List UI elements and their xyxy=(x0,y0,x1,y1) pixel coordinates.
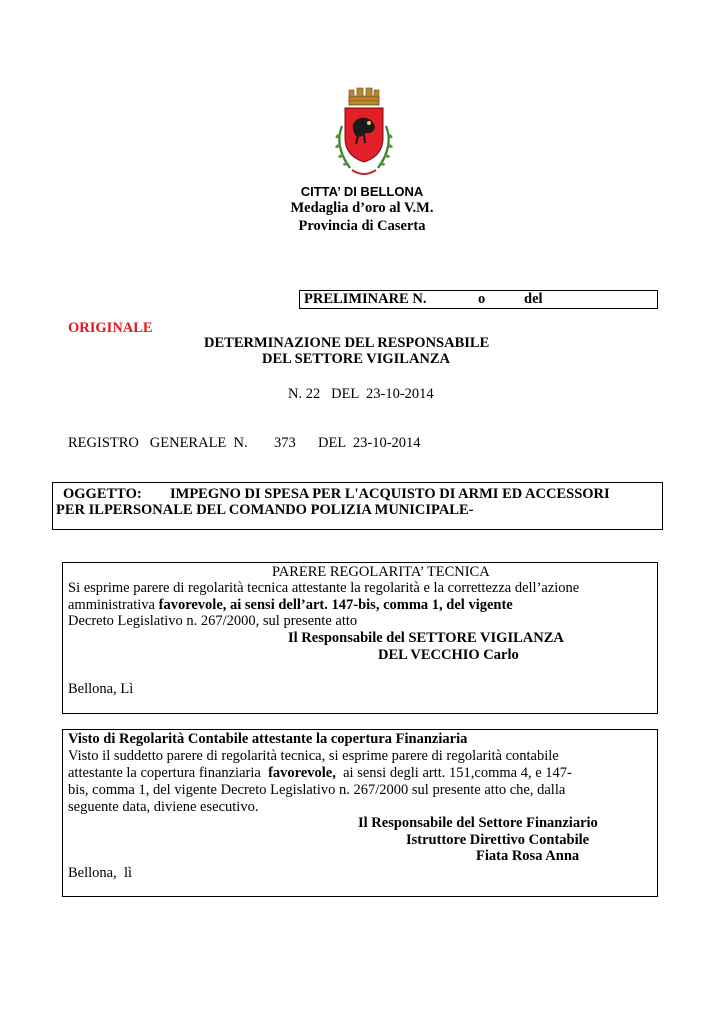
parere-tecnico-signature-role: Il Responsabile del SETTORE VIGILANZA xyxy=(288,630,564,646)
preliminare-box xyxy=(299,290,658,309)
oggetto-label: OGGETTO: xyxy=(63,486,142,502)
parere-tecnico-line-2 xyxy=(68,597,513,614)
preliminare-number: o xyxy=(478,291,486,307)
parere-contabile-line-2-b: favorevole, xyxy=(268,765,336,781)
oggetto-line-2: PER ILPERSONALE DEL COMANDO POLIZIA MUNICIPALE- xyxy=(56,502,474,518)
registro-label: REGISTRO GENERALE N. xyxy=(68,435,248,451)
parere-tecnico-line-2-a: amministrativa xyxy=(68,597,159,613)
preliminare-del: del xyxy=(524,291,543,307)
parere-tecnico-line-2-b: favorevole, ai sensi dell’art. 147-bis, comma 1, del vigente xyxy=(158,597,513,613)
province-line: Provincia di Caserta xyxy=(298,218,426,234)
parere-contabile-line-2-c: ai sensi degli artt. 151,comma 4, e 147- xyxy=(335,765,572,781)
medal-line: Medaglia d’oro al V.M. xyxy=(290,200,434,216)
parere-tecnico-line-1: Si esprime parere di regolarità tecnica attestante la regolarità e la correttezza dell’azione xyxy=(68,580,580,596)
parere-contabile-place: Bellona, lì xyxy=(68,865,133,881)
city-name: CITTA’ DI BELLONA xyxy=(300,184,424,199)
coat-of-arms-logo xyxy=(328,86,400,186)
preliminare-label: PRELIMINARE N. xyxy=(304,291,427,307)
registro-date: DEL 23-10-2014 xyxy=(318,435,421,451)
parere-contabile-signature-title: Istruttore Direttivo Contabile xyxy=(406,832,590,848)
registro-number: 373 xyxy=(274,435,296,451)
determinazione-title: DETERMINAZIONE DEL RESPONSABILE xyxy=(204,335,490,351)
parere-contabile-line-4: seguente data, diviene esecutivo. xyxy=(68,799,259,815)
parere-tecnico-title: PARERE REGOLARITA’ TECNICA xyxy=(272,564,490,580)
parere-contabile-signature-name: Fiata Rosa Anna xyxy=(476,848,580,864)
parere-tecnico-line-3: Decreto Legislativo n. 267/2000, sul presente atto xyxy=(68,613,358,629)
oggetto-line-1: IMPEGNO DI SPESA PER L'ACQUISTO DI ARMI ED ACCESSORI xyxy=(170,486,610,502)
parere-contabile-line-2-a: attestante la copertura finanziaria xyxy=(68,765,269,781)
status-originale: ORIGINALE xyxy=(68,320,153,336)
parere-tecnico-signature-name: DEL VECCHIO Carlo xyxy=(378,647,519,663)
settore-title: DEL SETTORE VIGILANZA xyxy=(262,351,451,367)
parere-contabile-line-3: bis, comma 1, del vigente Decreto Legislativo n. 267/2000 sul presente atto che, dalla xyxy=(68,782,566,798)
parere-contabile-line-1: Visto il suddetto parere di regolarità tecnica, si esprime parere di regolarità contabile xyxy=(68,748,559,764)
determinazione-number: N. 22 DEL 23-10-2014 xyxy=(288,386,434,402)
parere-contabile-signature-role: Il Responsabile del Settore Finanziario xyxy=(358,815,598,831)
parere-contabile-line-2 xyxy=(68,765,572,782)
oggetto-box xyxy=(52,482,663,530)
parere-tecnico-place: Bellona, Lì xyxy=(68,681,134,697)
parere-contabile-title: Visto di Regolarità Contabile attestante la copertura Finanziaria xyxy=(68,731,468,747)
